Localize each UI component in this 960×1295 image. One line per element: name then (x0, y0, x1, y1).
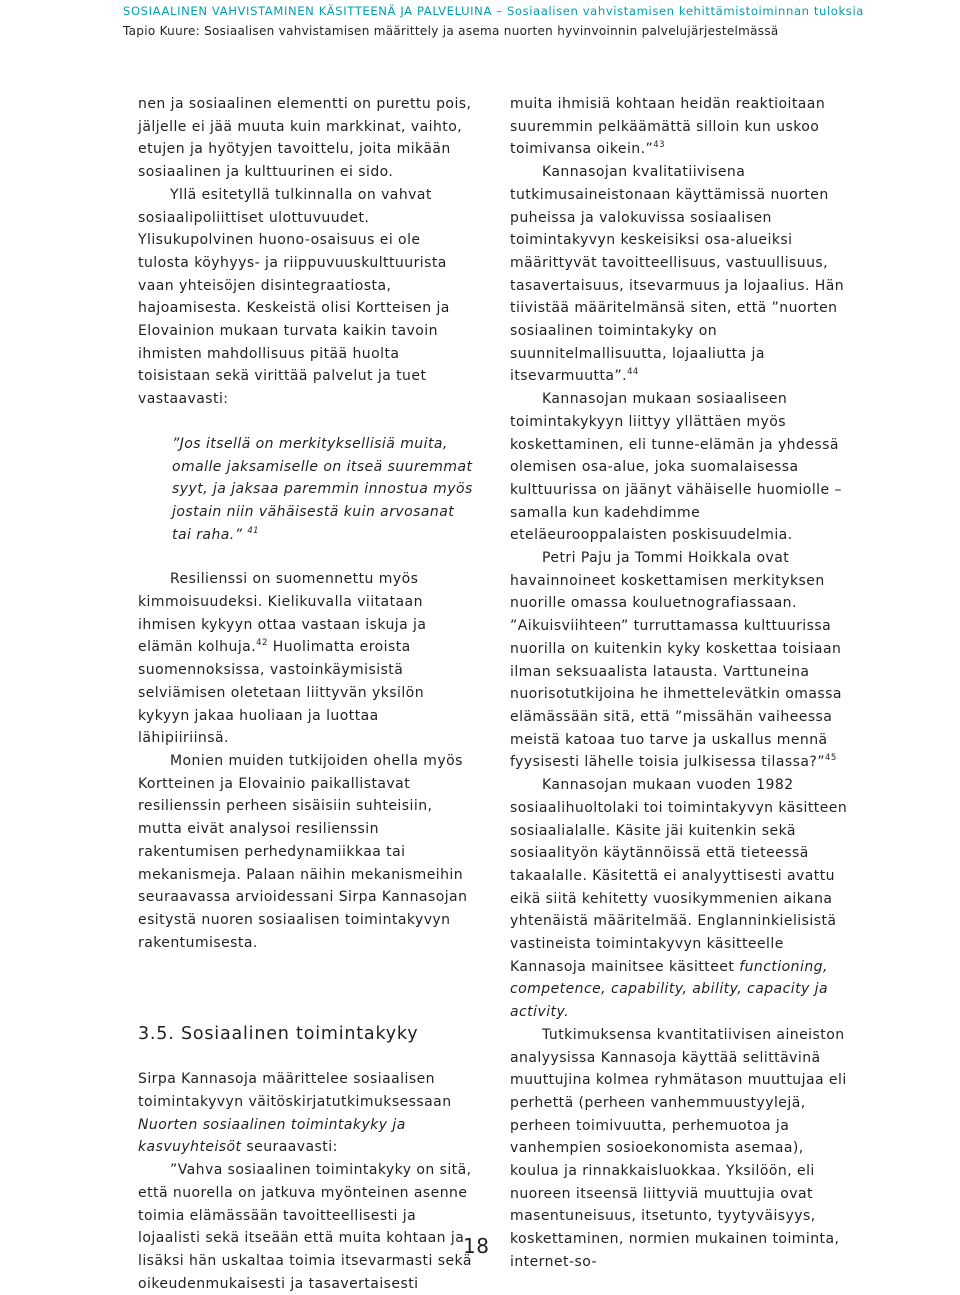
block-quote (138, 433, 473, 547)
footnote-ref: 44 (627, 367, 639, 378)
emphasis: Nuorten sosiaalinen toimintakyky ja kasvuyhteisöt (138, 1116, 406, 1156)
paragraph: Resilienssi on suomennettu myös kimmoisuudeksi. Kielikuvalla viitataan ihmisen kykyyn ottaa vastaan iskuja ja elämän kolhuja.$^{42}$ Huolimatta eroista suomennoksissa, vastoinkäymisistä selviämisen oletetaan liittyvän yksilön kykyyn jakaa huoliaan ja luottaa lähipiiriinsä. (138, 571, 427, 747)
paragraph: muita ihmisiä kohtaan heidän reaktioitaan suuremmin pelkäämättä silloin kun uskoo toimivansa oikein.”$^{43}$ (510, 96, 826, 158)
paragraph: Monien muiden tutkijoiden ohella myös Kortteinen ja Elovainio paikallistavat resilienssin perheen sisäisiin suhteisiin, mutta eivät analysoi resilienssin rakentumisen perhedynamiikkaa tai mekanismeja. Palaan näihin mekanismeihin seuraavassa arvioidessani Sirpa Kannasojan esitystä nuoren sosiaalisen toimintakyvyn rakentumisesta. (138, 752, 468, 951)
running-header-subtitle: Tapio Kuure: Sosiaalisen vahvistamisen määrittely ja asema nuorten hyvinvoinnin palvelujärjestelmässä (123, 24, 779, 38)
footnote-ref: 45 (825, 753, 837, 764)
quote-paragraph: ”Vahva sosiaalinen toimintakyky on sitä, että nuorella on jatkuva myönteinen asenne toimia elämässään tavoitteellisesti ja lojaalisti sekä itseään että muita kohtaan ja lisäksi hän uskaltaa toimia itsevarmasti sekä oikeudenmukaisesti ja tasavertaisesti (138, 1162, 472, 1292)
running-header-title: SOSIAALINEN VAHVISTAMINEN KÄSITTEENÄ JA PALVELUINA – Sosiaalisen vahvistamisen kehittämistoiminnan tuloksia (123, 4, 864, 18)
right-column (510, 93, 850, 1274)
emphasis: functioning, competence, capability, ability, capacity ja activity. (510, 958, 829, 1021)
paragraph: Kannasojan mukaan vuoden 1982 sosiaalihuoltolaki toi toimintakyvyn käsitteen sosiaalialalle. Käsite jäi kuitenkin sekä sosiaalityön käytännöissä että tieteessä takaalalle. Käsitettä ei analyyttisesti avattu eikä siitä kehitetty vuosikymmenien aikana yhtenäistä määritelmää. Englanninkielisistä vastineista toimintakyvyn käsitteelle Kannasoja mainitsee käsitteet functioning, competence, capability, ability, capacity ja activity. (510, 777, 848, 1021)
paragraph: nen ja sosiaalinen elementti on purettu pois, jäljelle ei jää muuta kuin markkinat, vaihto, etujen ja hyötyjen tavoittelu, joita mikään sosiaalinen ja kulttuurinen ei sido. (138, 96, 472, 181)
paragraph: Tutkimuksensa kvantitatiivisen aineiston analyysissa Kannasoja käyttää selittävinä muuttujina kolmea ryhmätason muuttujaa eli perhettä (perheen vanhemmuustyylejä, perheen toimivuutta, perhemuotoa ja vanhempien sosioekonomista asemaa), koulua ja rinnakkaisluokkaa. Yksilöön, eli nuoreen itseensä liittyviä muuttujia ovat masentuneisuus, itsetunto, tyytyväisyys, koskettaminen, normien mukainen toiminta, internet-so- (510, 1026, 847, 1270)
paragraph: Yllä esitetyllä tulkinnalla on vahvat sosiaalipoliittiset ulottuvuudet. Ylisukupolvinen huono-osaisuus ei ole tulosta köyhyys- ja riippuvuuskulttuurista vaan yhteisöjen disintegraatiosta, hajoamisesta. Keskeistä olisi Kortteisen ja Elovainion mukaan turvata kaikin tavoin ihmisten mahdollisuus pitää huolta toisistaan sekä virittää palvelut ja tuet vastaavasti: (138, 186, 450, 408)
paragraph: Petri Paju ja Tommi Hoikkala ovat havainnoineet koskettamisen merkityksen nuorille omassa kouluetnografiassaan. ”Aikuisviihteen” turruttamassa kulttuurissa nuorilla on kuitenkin kyky koskettaa toisiaan ilman seksuaalista latausta. Varttuneina nuorisotutkijoina he ihmettelevätkin omassa elämässään sitä, että ”missähän vaiheessa meistä katoaa tuo tarve ja uskallus mennä fyysisesti lähelle toisia julkisessa tilassa?”$^{45}$ (510, 550, 842, 771)
page-number: 18 (463, 1234, 490, 1258)
footnote-ref: 43 (653, 140, 665, 151)
footnote-ref: 42 (256, 638, 268, 649)
footnote-ref: 41 (247, 525, 260, 536)
left-column (138, 93, 473, 1295)
section-heading: 3.5. Sosiaalinen toimintakyky (138, 1024, 419, 1045)
paragraph: Kannasojan mukaan sosiaaliseen toimintakykyyn liittyy yllättäen myös koskettaminen, eli tunne-elämän ja yhdessä olemisen osa-alue, joka suomalaisessa kulttuurissa on jäänyt vähäiselle huomiolle – samalla kun kadehdimme eteläeurooppalaisten poskisuudelmia. (510, 391, 842, 544)
quote-text: ”Jos itsellä on merkityksellisiä muita, omalle jaksamiselle on itseä suuremmat syyt, ja jaksaa paremmin innostua myös jostain niin vähäisestä kuin arvosanat tai raha.” (172, 435, 473, 543)
paragraph: Kannasojan kvalitatiivisena tutkimusaineistonaan käyttämissä nuorten puheissa ja valokuvissa sosiaalisen toimintakyvyn keskeisiksi osa-alueiksi määrittyvät tavoitteellisuus, vastuullisuus, tasavertaisuus, itsevarmuus ja lojaalius. Hän tiivistää määritelmänsä siten, että ”nuorten sosiaalinen toimintakyky on suunnitelmallisuutta, lojaaliutta ja itsevarmuutta”.$^{44}$ (510, 164, 845, 385)
paragraph: Sirpa Kannasoja määrittelee sosiaalisen toimintakyvyn väitöskirjatutkimuksessaan Nuorten sosiaalinen toimintakyky ja kasvuyhteisöt seuraavasti: (138, 1071, 452, 1156)
